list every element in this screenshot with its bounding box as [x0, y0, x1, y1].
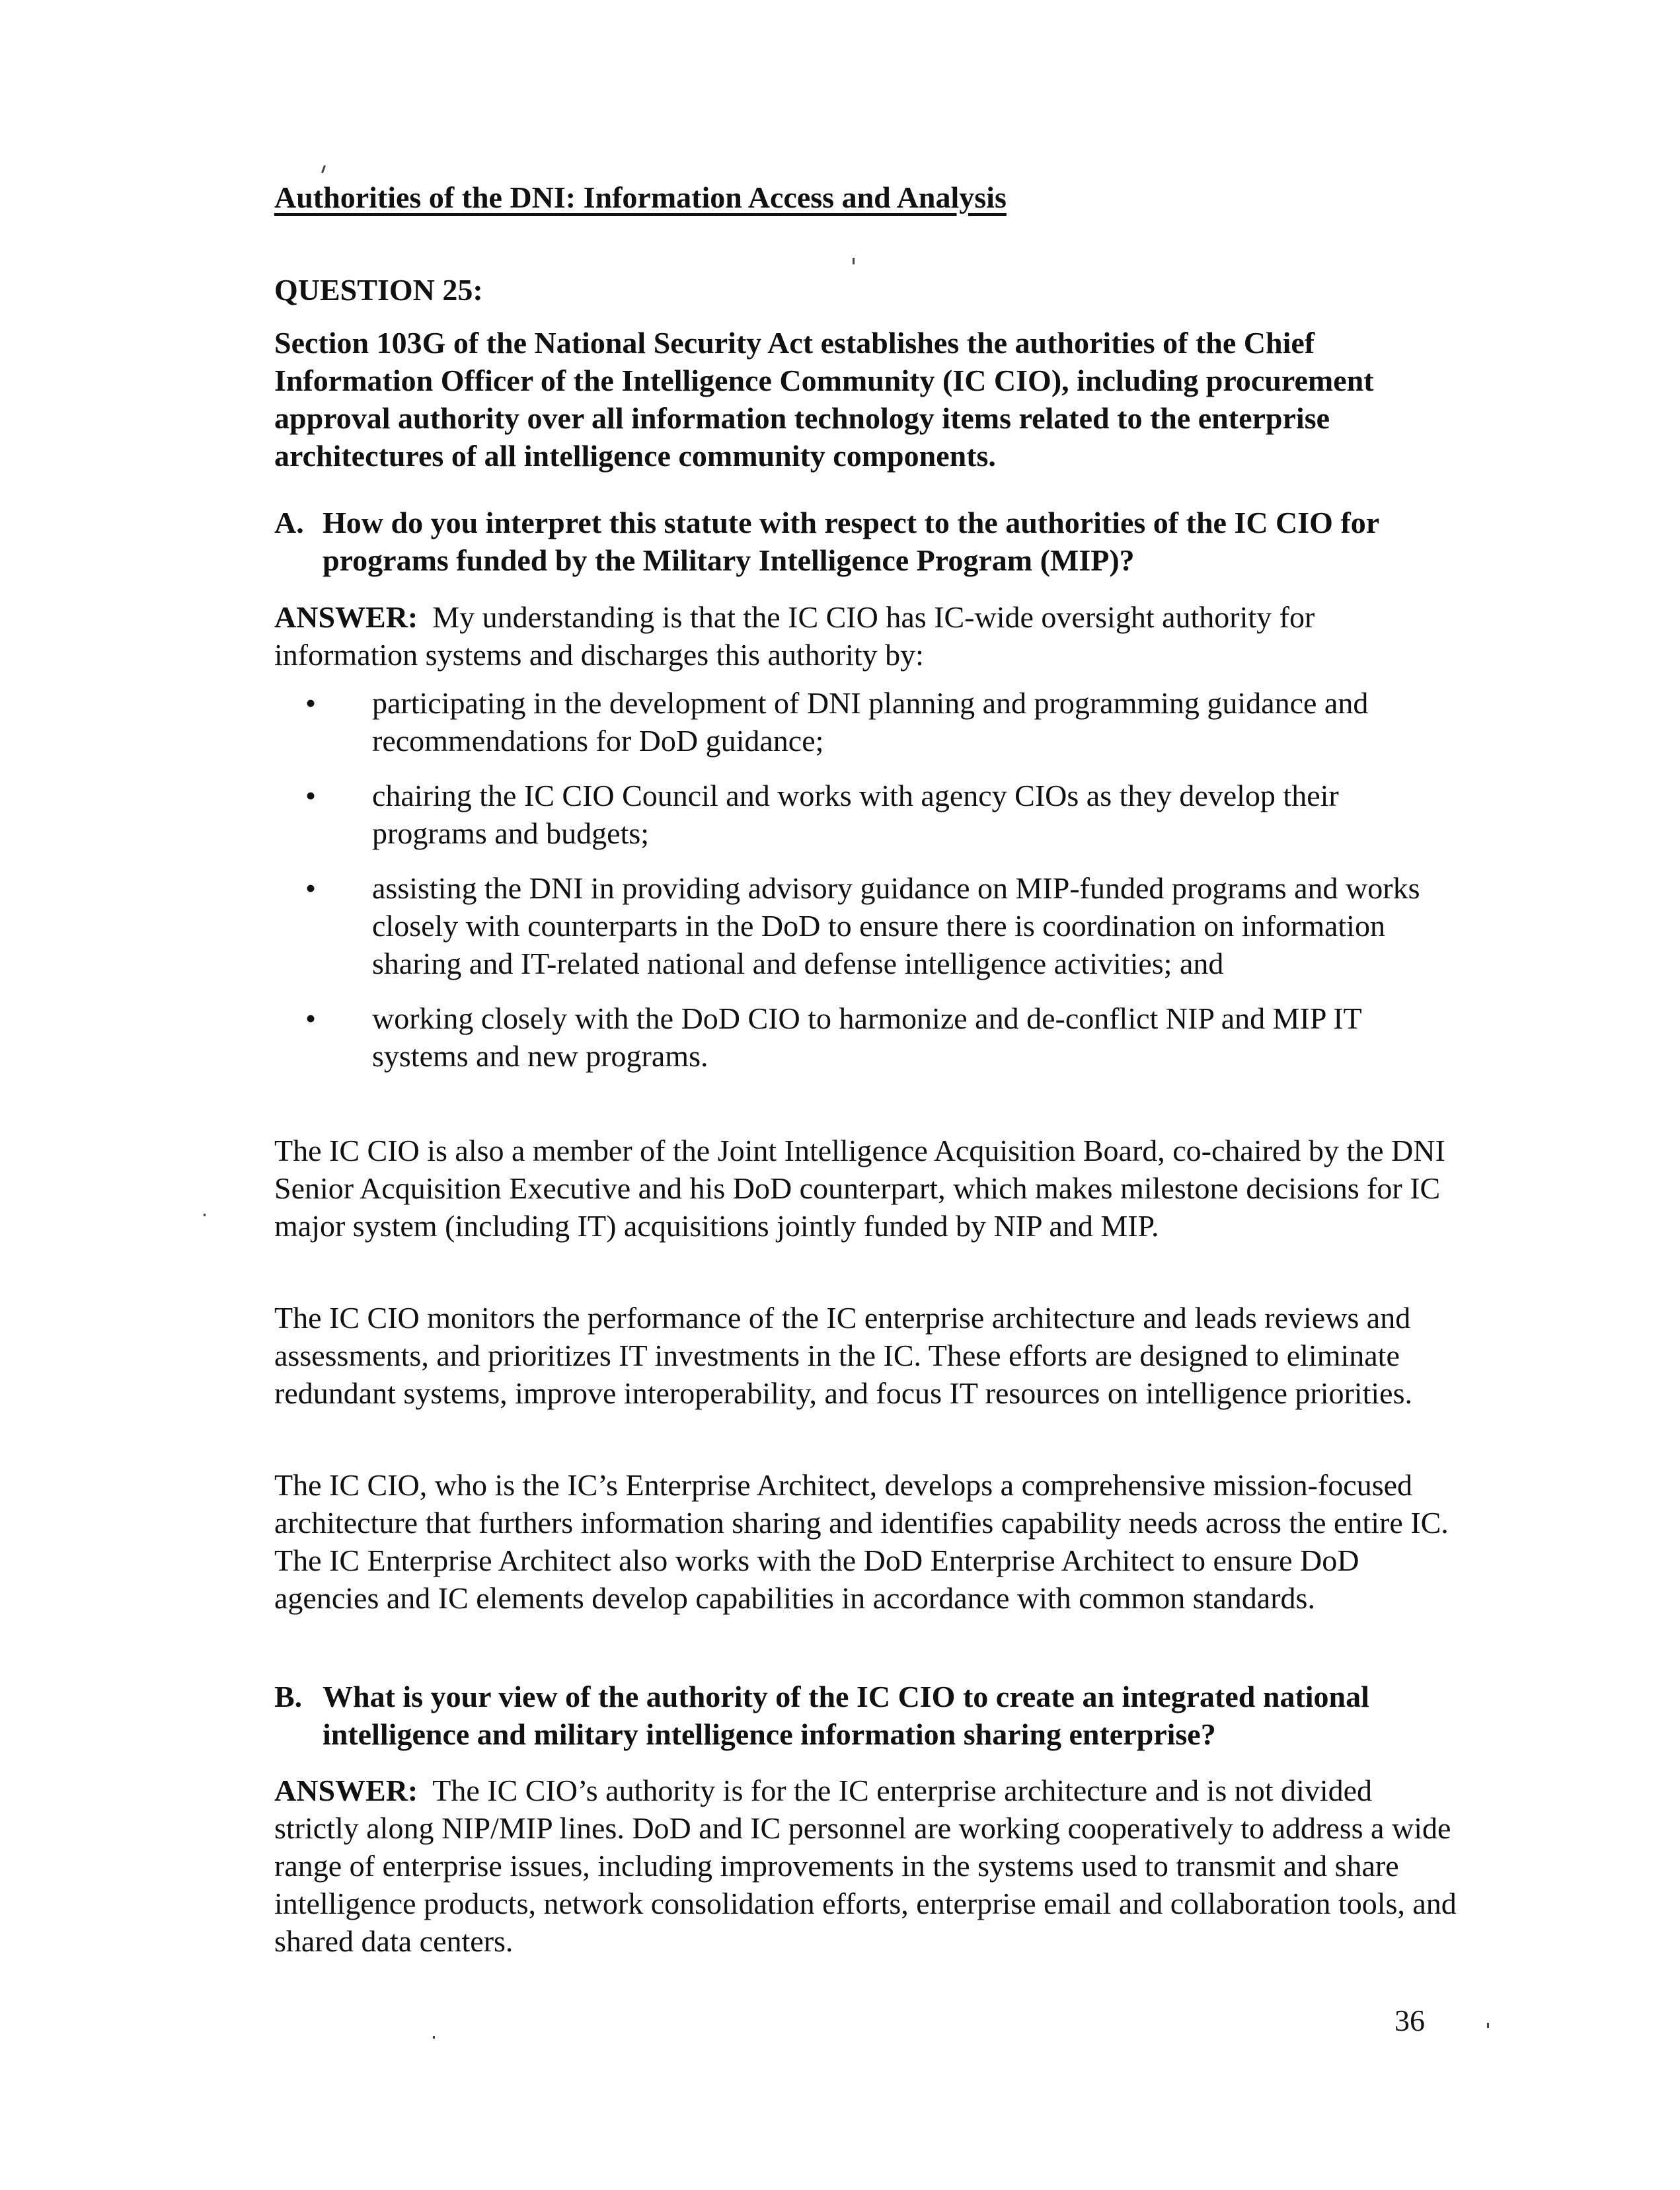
- bullet-icon: •: [305, 871, 317, 905]
- part-b-question: [274, 1678, 1457, 1753]
- bullet-icon: •: [305, 779, 317, 812]
- section-title: Authorities of the DNI: Information Access and Analysis: [274, 180, 1007, 214]
- scan-speck: [853, 258, 855, 264]
- paragraph-performance: The IC CIO monitors the performance of the IC enterprise architecture and leads reviews and assessments, and prioritizes IT investments in the IC. These efforts are designed to eliminate redundant systems, improve interoperability, and focus IT resources on intelligence priorities.: [274, 1301, 1412, 1410]
- scan-speck: [321, 165, 326, 173]
- bullet-icon: •: [305, 686, 317, 720]
- list-item-text: assisting the DNI in providing advisory guidance on MIP-funded programs and works closely with counterparts in the DoD to ensure there is coordination on information sharing and IT-related national and defense intelligence activities; and: [372, 871, 1420, 980]
- scan-speck: [204, 1214, 206, 1216]
- list-item: [305, 777, 1457, 852]
- list-item-text: working closely with the DoD CIO to harmonize and de-conflict NIP and MIP IT systems and new programs.: [372, 1001, 1361, 1073]
- scan-speck: [433, 2036, 435, 2039]
- list-item: [305, 999, 1457, 1075]
- answer-label: ANSWER:: [274, 600, 418, 634]
- part-a-answer-intro: [274, 598, 1457, 674]
- scan-speck: [1487, 2023, 1489, 2028]
- list-item: [305, 684, 1457, 760]
- paragraph-enterprise-architect: The IC CIO, who is the IC’s Enterprise Architect, develops a comprehensive mission-focused architecture that furthers information sharing and identifies capability needs across the entire IC. The IC Enterprise Architect also works with the DoD Enterprise Architect to ensure DoD agencies and IC elements develop capabilities in accordance with common standards.: [274, 1468, 1449, 1615]
- question-number: QUESTION 25:: [274, 273, 483, 307]
- page-number: 36: [1394, 2004, 1425, 2037]
- paragraph-jiab: The IC CIO is also a member of the Joint Intelligence Acquisition Board, co-chaired by the DNI Senior Acquisition Executive and his DoD counterpart, which makes milestone decisions for IC major system (including IT) acquisitions jointly funded by NIP and MIP.: [274, 1134, 1445, 1243]
- part-b-letter: B.: [274, 1680, 303, 1713]
- part-b-answer: [274, 1772, 1457, 1960]
- part-a-question-text: How do you interpret this statute with respect to the authorities of the IC CIO for programs funded by the Military Intelligence Program (MIP)?: [323, 506, 1379, 577]
- bullet-icon: •: [305, 1001, 317, 1035]
- list-item-text: participating in the development of DNI planning and programming guidance and recommendations for DoD guidance;: [372, 686, 1369, 758]
- part-a-letter: A.: [274, 506, 304, 539]
- answer-intro-text: My understanding is that the IC CIO has IC-wide oversight authority for information systems and discharges this authority by:: [274, 600, 1315, 672]
- part-a-question: [274, 504, 1457, 579]
- list-item: [305, 869, 1457, 982]
- part-b-question-text: What is your view of the authority of the IC CIO to create an integrated national intelligence and military intelligence information sharing enterprise?: [323, 1680, 1369, 1751]
- answer-label: ANSWER:: [274, 1774, 418, 1807]
- list-item-text: chairing the IC CIO Council and works with agency CIOs as they develop their programs and budgets;: [372, 779, 1339, 850]
- answer-text: The IC CIO’s authority is for the IC enterprise architecture and is not divided strictly along NIP/MIP lines. DoD and IC personnel are working cooperatively to address a wide range of enterprise issues, including improvements in the systems used to transmit and share intelligence products, network consolidation efforts, enterprise email and collaboration tools, and shared data centers.: [274, 1774, 1457, 1958]
- bullet-list: [274, 684, 1457, 1092]
- question-text: Section 103G of the National Security Act establishes the authorities of the Chief Information Officer of the Intelligence Community (IC CIO), including procurement approval authority over all information technology items related to the enterprise architectures of all intelligence community components.: [274, 326, 1374, 473]
